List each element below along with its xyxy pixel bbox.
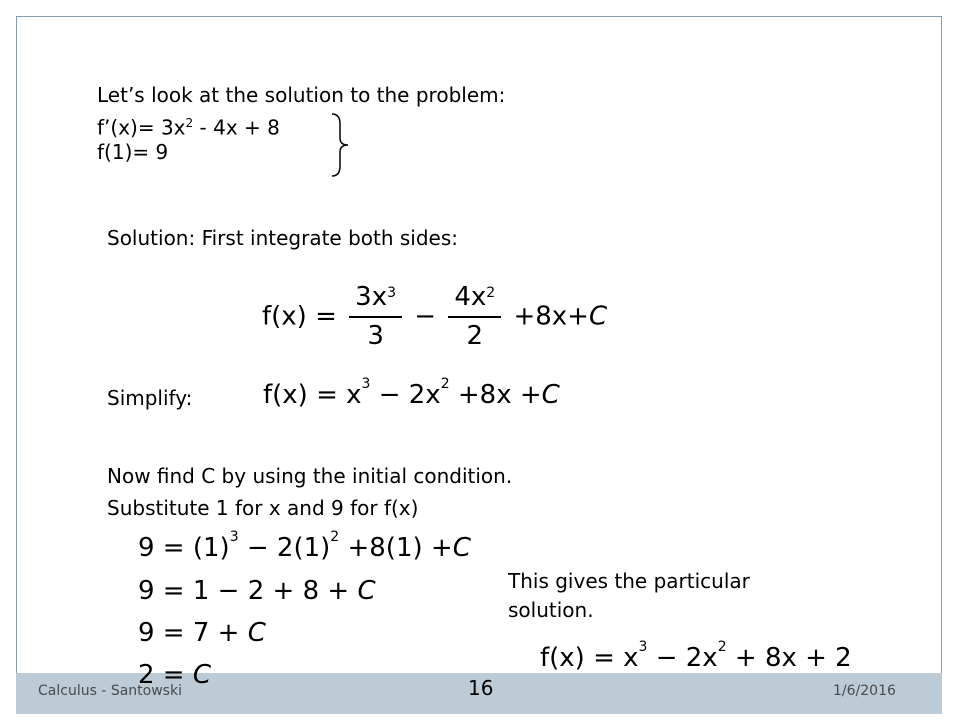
particular-line-1: This gives the particular (508, 569, 750, 593)
footer-course: Calculus - Santowski (38, 683, 182, 699)
condition-line-1: Now find C by using the initial condition. (107, 464, 513, 488)
particular-solution-equation: $f(x) = x^3 - 2x^2 + 8x + 2$ (540, 639, 852, 673)
simplified-equation: $f(x) = x^3 - 2x^2 +8x +C$ (263, 376, 560, 410)
step-equation: 9 = 7 + C (138, 618, 266, 648)
step-equation: 9 = 1 − 2 + 8 + C (138, 576, 376, 606)
integral-equation: f(x) = $\frac{3x^3}{3}$ − $\frac{4x^2}{2}$ +8x+C (262, 282, 608, 351)
problem-derivative: f’(x)= $3x^2 - 4x + 8$ (97, 115, 280, 140)
footer-date: 1/6/2016 (833, 683, 896, 699)
page-number: 16 (468, 676, 494, 700)
step-equation: $9 = (1)^3 - 2(1)^2 +8(1) +C$ (138, 529, 471, 563)
right-brace-icon (330, 112, 352, 178)
particular-line-2: solution. (508, 598, 594, 622)
problem-intro: Let’s look at the solution to the problem: (97, 83, 506, 107)
condition-line-2: Substitute 1 for x and 9 for f(x) (107, 496, 419, 520)
step-equation: 2 = C (138, 660, 212, 690)
simplify-label: Simplify: (107, 386, 193, 410)
problem-initial-condition: f(1)= 9 (97, 140, 169, 164)
solution-heading: Solution: First integrate both sides: (107, 226, 459, 250)
